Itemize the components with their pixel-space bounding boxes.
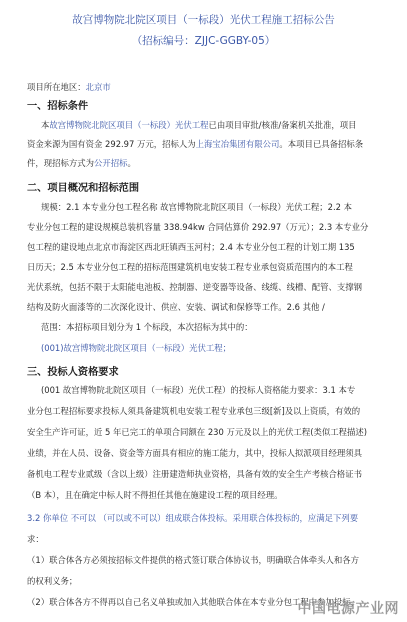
section2-lot: (001)故宫博物院北院区项目（一标段）光伏工程； (41, 343, 232, 353)
section3-line: 安全生产许可证，近 5 年已完工的单项合同额在 230 万元及以上的光伏工程(类似工程描述) (27, 427, 367, 437)
section3-consortium: 3.2 你单位 不可以 （可以或不可以）组成联合体投标。采用联合体投标的，应满足下列要 (27, 513, 359, 523)
section3-heading: 三、投标人资格要求 (27, 367, 119, 378)
notice-number: （招标编号：ZJJC-GGBY-05） (131, 35, 276, 47)
section3-line: 业分包工程招标要求投标人须具备建筑机电安装工程专业承包三级[新]及以上资质，有效的 (27, 406, 361, 416)
project-location-value: 北京市 (85, 82, 111, 92)
text-run: 本 (41, 120, 50, 130)
project-location (27, 81, 111, 93)
tender-method: 公开招标 (94, 158, 128, 168)
section2-scope: 范围：本招标项目划分为 1 个标段，本次招标为其中的： (41, 322, 253, 332)
section1-heading: 一、招标条件 (27, 101, 89, 112)
section1-line2 (27, 138, 363, 150)
section3-line: 备机电工程专业贰级（含以上级）注册建造师执业资格，具备有效的安全生产考核合格证书 (27, 469, 362, 479)
section3-line: 业绩，并在人员、设备、资金等方面具有相应的施工能力，其中，投标人拟派项目经理须具 (27, 448, 362, 458)
section3-req2: （2）联合体各方不得再以自己名义单独或加入其他联合体在本专业分包工程中参加投标， (27, 597, 359, 607)
section3-req1-cont: 的权利义务； (27, 576, 78, 586)
section3-line: （B 本），且在确定中标人时不得担任其他在施建设工程的项目经理。 (27, 490, 283, 500)
section1-line1 (41, 119, 357, 131)
site-watermark: 中国电源产业网 (297, 601, 399, 617)
section2-line: 规模：2.1 本专业分包工程名称 故宫博物院北院区项目（一标段）光伏工程；2.2 本 (41, 202, 352, 212)
section3-req-label: 求： (27, 534, 44, 544)
section2-line: 专业分包工程的建设规模总装机容量 338.94kw 合同估算价 292.97（万元）；2.3 本专业分 (27, 222, 369, 232)
section3-line: (001 故宫博物院北院区项目（一标段）光伏工程）的投标人资格能力要求：3.1 本专 (41, 385, 356, 395)
project-location-label: 项目所在地区： (27, 82, 86, 92)
section2-line: 日历天；2.5 本专业分包工程的招标范围建筑机电安装工程专业承包资质范围内的本工程 (27, 262, 353, 272)
text-run: 。本项目已具备招标条 (279, 139, 364, 149)
section2-line: 光伏系统，包括不限于太阳能电池板、控制器、逆变器等设备、线缆、线槽、配管、支撑钢 (27, 282, 362, 292)
section2-line: 结构及防火面漆等的二次深化设计、供应、安装、调试和保修等工作。2.6 其他 / (27, 302, 325, 312)
text-run: 已由项目审批/核准/备案机关批准，项目 (208, 120, 357, 130)
section3-req1: （1）联合体各方必须按招标文件提供的格式签订联合体协议书，明确联合体牵头人和各方 (27, 555, 359, 565)
section2-line: 包工程的建设地点北京市海淀区西北旺镇西玉河村；2.4 本专业分包工程的计划工期 135 (27, 242, 355, 252)
section1-line3 (27, 157, 136, 169)
project-name: 故宫博物院北院区项目（一标段）光伏工程 (49, 120, 209, 130)
text-run: 件，现招标方式为 (27, 158, 94, 168)
text-run: 资金来源为国有资金 292.97 万元，招标人为 (27, 139, 196, 149)
notice-title: 故宫博物院北院区项目（一标段）光伏工程施工招标公告 (72, 14, 335, 26)
text-run: 。 (127, 158, 136, 168)
tenderer-name: 上海宝冶集团有限公司 (195, 139, 280, 149)
section2-heading: 二、项目概况和招标范围 (27, 183, 140, 194)
